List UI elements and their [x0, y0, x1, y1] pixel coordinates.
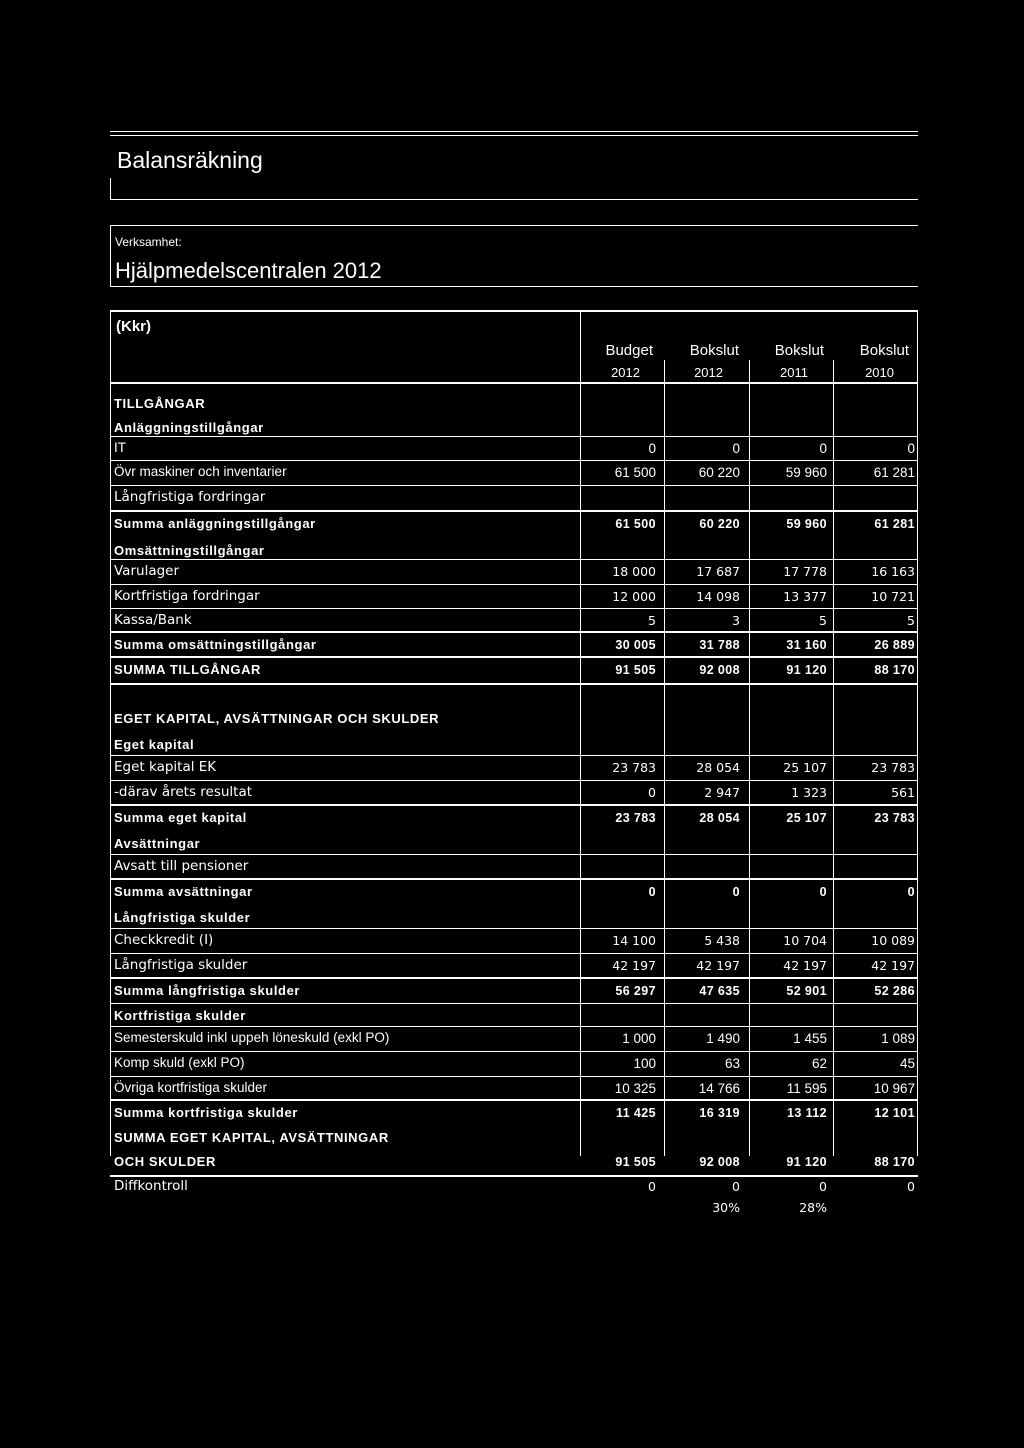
row-label: Summa eget kapital: [114, 810, 247, 825]
row-rule: [110, 780, 918, 781]
section-rule: [110, 1175, 918, 1177]
row-value-col1: 14 100: [612, 933, 656, 948]
row-value-col3: 0: [819, 885, 827, 899]
col-head-1: Budget: [605, 342, 653, 359]
row-value-col4: 0: [907, 1179, 915, 1194]
col-head-4: Bokslut: [859, 342, 909, 359]
row-label: Övriga kortfristiga skulder: [114, 1080, 268, 1095]
row-value-col3: 11 595: [786, 1081, 827, 1096]
table-row: [0, 585, 1024, 610]
row-label: Kortfristiga skulder: [114, 1008, 246, 1023]
table-row: [0, 1027, 1024, 1052]
row-value-col4: 0: [907, 441, 915, 456]
row-value-col2: 30%: [712, 1200, 740, 1215]
row-value-col4: 12 101: [874, 1106, 915, 1120]
row-value-col2: 1 490: [706, 1031, 740, 1046]
row-value-col4: 88 170: [874, 1155, 915, 1169]
row-value-col3: 59 960: [786, 517, 827, 531]
row-label: OCH SKULDER: [114, 1154, 216, 1169]
row-value-col2: 14 766: [698, 1081, 740, 1096]
row-value-col1: 10 325: [614, 1081, 656, 1096]
row-value-col3: 0: [819, 441, 827, 456]
table-row: [0, 906, 1024, 931]
row-label: Omsättningstillgångar: [114, 543, 265, 558]
row-label: Kortfristiga fordringar: [114, 588, 260, 604]
table-row: [0, 560, 1024, 585]
row-value-col1: 0: [648, 1179, 656, 1194]
table-row: [0, 658, 1024, 683]
row-value-col4: 88 170: [874, 663, 915, 677]
row-rule: [110, 510, 918, 512]
row-label: Avsatt till pensioner: [114, 858, 249, 874]
row-value-col2: 16 319: [699, 1106, 740, 1120]
row-value-col1: 1 000: [622, 1031, 656, 1046]
row-value-col4: 0: [907, 885, 915, 899]
org-bottom-rule: [110, 286, 918, 287]
table-row: [0, 929, 1024, 954]
row-value-col3: 25 107: [786, 811, 827, 825]
row-value-col4: 23 783: [871, 760, 915, 775]
row-rule: [110, 436, 918, 437]
row-label: Kassa/Bank: [114, 612, 192, 628]
title-bottom-rule: [110, 199, 918, 200]
row-value-col4: 561: [891, 785, 915, 800]
row-label: SUMMA TILLGÅNGAR: [114, 662, 262, 677]
org-name: Hjälpmedelscentralen 2012: [115, 258, 382, 283]
table-row: [0, 954, 1024, 979]
row-rule: [110, 1099, 918, 1101]
table-row: [0, 1126, 1024, 1151]
row-label: Långfristiga fordringar: [114, 489, 266, 505]
row-value-col2: 17 687: [696, 564, 740, 579]
row-value-col3: 1 323: [791, 785, 827, 800]
org-left-rule: [110, 225, 111, 287]
row-label: TILLGÅNGAR: [114, 396, 206, 411]
row-value-col4: 16 163: [871, 564, 915, 579]
section-rule: [110, 683, 918, 685]
row-value-col3: 28%: [799, 1200, 827, 1215]
table-row: [0, 806, 1024, 831]
row-value-col1: 0: [648, 441, 656, 456]
row-value-col1: 11 425: [616, 1106, 656, 1120]
row-rule: [110, 460, 918, 461]
col-year-2: 2012: [694, 365, 723, 380]
col-year-1: 2012: [611, 365, 640, 380]
row-value-col3: 62: [811, 1056, 827, 1071]
row-label: Långfristiga skulder: [114, 957, 248, 973]
title-top-rule: [110, 131, 918, 132]
row-value-col4: 10 967: [873, 1081, 915, 1096]
row-value-col4: 23 783: [874, 811, 915, 825]
row-value-col2: 28 054: [699, 811, 740, 825]
table-row: [0, 486, 1024, 511]
row-label: Varulager: [114, 563, 180, 579]
row-value-col1: 91 505: [615, 1155, 656, 1169]
table-row: [0, 461, 1024, 486]
row-value-col2: 92 008: [699, 663, 740, 677]
row-value-col2: 28 054: [696, 760, 740, 775]
row-value-col2: 60 220: [698, 465, 740, 480]
row-rule: [110, 755, 918, 756]
col-year-4: 2010: [865, 365, 894, 380]
table-row: [0, 1101, 1024, 1126]
row-rule: [110, 1051, 918, 1052]
row-label: EGET KAPITAL, AVSÄTTNINGAR OCH SKULDER: [114, 711, 440, 726]
row-value-col4: 1 089: [881, 1031, 915, 1046]
table-row: [0, 1196, 1024, 1221]
row-value-col3: 91 120: [786, 1155, 827, 1169]
row-value-col1: 23 783: [615, 811, 656, 825]
row-value-col2: 31 788: [699, 638, 740, 652]
row-value-col2: 0: [732, 885, 740, 899]
row-value-col3: 17 778: [783, 564, 827, 579]
row-label: Summa avsättningar: [114, 884, 253, 899]
row-value-col1: 0: [648, 885, 656, 899]
row-value-col2: 14 098: [696, 589, 740, 604]
row-value-col3: 5: [819, 613, 827, 628]
table-row: [0, 1004, 1024, 1029]
row-value-col2: 3: [732, 613, 740, 628]
table-row: [0, 880, 1024, 905]
row-value-col2: 2 947: [704, 785, 740, 800]
row-rule: [110, 485, 918, 486]
table-row: [0, 1150, 1024, 1175]
row-value-col1: 61 500: [615, 517, 656, 531]
row-label: Diffkontroll: [114, 1178, 188, 1194]
table-row: [0, 609, 1024, 634]
row-value-col1: 42 197: [612, 958, 656, 973]
row-value-col2: 60 220: [699, 517, 740, 531]
row-rule: [110, 559, 918, 560]
title-left-rule: [110, 178, 111, 200]
row-value-col1: 61 500: [614, 465, 656, 480]
row-value-col2: 0: [732, 441, 740, 456]
row-label: Eget kapital EK: [114, 759, 217, 775]
row-rule: [110, 804, 918, 806]
table-row: [0, 437, 1024, 462]
row-value-col4: 42 197: [871, 958, 915, 973]
row-rule: [110, 631, 918, 633]
col-head-3: Bokslut: [774, 342, 824, 359]
row-value-col4: 52 286: [874, 984, 915, 998]
row-label: Övr maskiner och inventarier: [114, 464, 287, 479]
table-row: [0, 392, 1024, 417]
org-label: Verksamhet:: [115, 235, 182, 249]
table-row: [0, 1052, 1024, 1077]
row-value-col3: 52 901: [786, 984, 827, 998]
row-rule: [110, 854, 918, 855]
col-head-2: Bokslut: [689, 342, 739, 359]
row-value-col4: 10 721: [871, 589, 915, 604]
table-row: [0, 855, 1024, 880]
row-value-col2: 0: [732, 1179, 740, 1194]
row-label: Summa långfristiga skulder: [114, 983, 301, 998]
row-value-col3: 13 112: [787, 1106, 827, 1120]
row-value-col4: 61 281: [874, 517, 915, 531]
row-label: -därav årets resultat: [114, 784, 253, 800]
row-value-col1: 0: [648, 785, 656, 800]
table-row: [0, 707, 1024, 732]
table-row: [0, 781, 1024, 806]
row-value-col1: 5: [648, 613, 656, 628]
row-label: Komp skuld (exkl PO): [114, 1055, 245, 1070]
table-row: [0, 1077, 1024, 1102]
org-top-rule: [110, 225, 918, 226]
row-value-col3: 25 107: [783, 760, 827, 775]
row-value-col1: 56 297: [615, 984, 656, 998]
row-rule: [110, 1026, 918, 1027]
row-value-col4: 26 889: [874, 638, 915, 652]
row-value-col3: 42 197: [783, 958, 827, 973]
row-value-col1: 12 000: [612, 589, 656, 604]
table-row: [0, 512, 1024, 537]
table-row: [0, 633, 1024, 658]
row-value-col1: 23 783: [612, 760, 656, 775]
col-year-3: 2011: [780, 365, 808, 380]
row-label: Semesterskuld inkl uppeh löneskuld (exkl PO): [114, 1030, 390, 1045]
row-value-col1: 91 505: [615, 663, 656, 677]
row-value-col4: 61 281: [873, 465, 915, 480]
row-rule: [110, 977, 918, 979]
row-rule: [110, 608, 918, 609]
row-rule: [110, 878, 918, 880]
row-label: Summa anläggningstillgångar: [114, 516, 316, 531]
row-value-col3: 0: [819, 1179, 827, 1194]
row-label: Eget kapital: [114, 737, 195, 752]
page-title: Balansräkning: [117, 147, 263, 173]
row-value-col2: 63: [724, 1056, 740, 1071]
row-value-col3: 91 120: [786, 663, 827, 677]
header-bottom-rule: [110, 382, 918, 384]
row-value-col4: 45: [899, 1056, 915, 1071]
row-rule: [110, 1003, 918, 1004]
title-top-rule-2: [110, 135, 918, 136]
unit-label: (Kkr): [116, 318, 152, 335]
row-label: Summa kortfristiga skulder: [114, 1105, 298, 1120]
row-rule: [110, 953, 918, 954]
row-value-col4: 5: [907, 613, 915, 628]
row-value-col2: 92 008: [699, 1155, 740, 1169]
row-label: SUMMA EGET KAPITAL, AVSÄTTNINGAR: [114, 1130, 389, 1145]
row-rule: [110, 584, 918, 585]
table-row: [0, 832, 1024, 857]
row-value-col4: 10 089: [871, 933, 915, 948]
row-rule: [110, 656, 918, 658]
row-value-col1: 30 005: [615, 638, 656, 652]
row-label: Checkkredit (I): [114, 932, 214, 948]
row-value-col3: 13 377: [783, 589, 827, 604]
row-label: Anläggningstillgångar: [114, 420, 264, 435]
row-label: IT: [114, 440, 126, 455]
row-value-col3: 1 455: [793, 1031, 827, 1046]
row-value-col1: 18 000: [612, 564, 656, 579]
row-rule: [110, 928, 918, 929]
row-value-col2: 42 197: [696, 958, 740, 973]
row-rule: [110, 1076, 918, 1077]
table-left-rule: [110, 310, 111, 383]
row-value-col2: 5 438: [704, 933, 740, 948]
table-row: [0, 979, 1024, 1004]
table-row: [0, 733, 1024, 758]
row-value-col3: 59 960: [785, 465, 827, 480]
row-label: Avsättningar: [114, 836, 201, 851]
row-value-col3: 10 704: [783, 933, 827, 948]
row-value-col3: 31 160: [786, 638, 827, 652]
table-row: [0, 756, 1024, 781]
row-label: Summa omsättningstillgångar: [114, 637, 317, 652]
row-label: Långfristiga skulder: [114, 910, 251, 925]
row-value-col2: 47 635: [699, 984, 740, 998]
row-value-col1: 100: [633, 1056, 656, 1071]
table-top-rule: [110, 310, 918, 312]
